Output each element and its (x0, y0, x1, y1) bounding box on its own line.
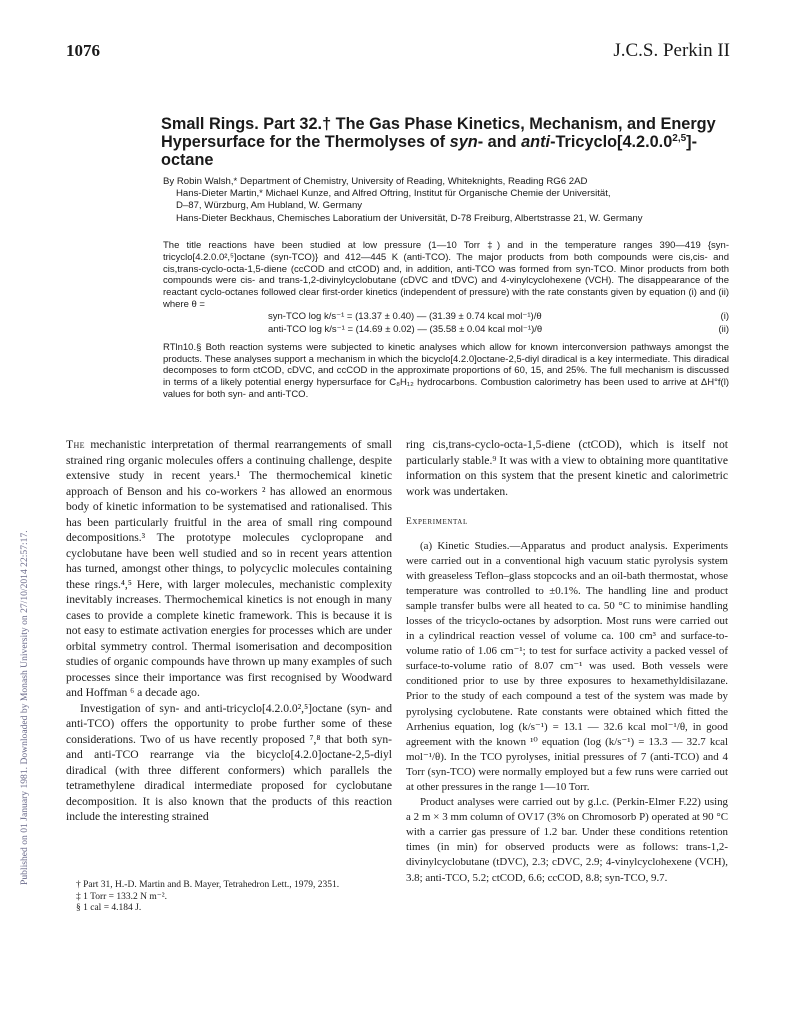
author-line: Hans-Dieter Beckhaus, Chemisches Laboratium der Universität, D-78 Freiburg, Albertstrasse 21, W. Germany (176, 212, 643, 224)
equation-ii (163, 324, 729, 337)
equation-number: (ii) (718, 323, 729, 335)
title-post: -Tricyclo[4.2.0.0 (550, 133, 673, 151)
side-note (5, 195, 30, 885)
left-column (66, 437, 392, 825)
right-column (406, 437, 728, 886)
side-note-text: Published on 01 January 1981. Downloaded by Monash University on 27/10/2014 22:57:17. (19, 530, 30, 885)
intro-paragraph (66, 437, 392, 701)
body-paragraph: Investigation of syn- and anti-tricyclo[4.2.0.0²,⁵]octane (syn- and anti-TCO) offers the opportunity to probe further some of these considerations. Two of us have recently proposed ⁷,⁸ that both syn- and anti-TCO rearrange via the bicyclo[4.2.0]octane-2,5-diyl diradical (with three different conformers) which parallels the tetramethylene diradical intermediate proposed for cyclobutane decomposition. It is also known that the products of this reaction include the interesting strained (66, 701, 392, 823)
intro-text: mechanistic interpretation of thermal rearrangements of small strained ring organic molecules offers a continuing challenge, despite extensive study in recent years.¹ The thermochemical kinetic approach of Benson and his co-workers ² has allowed an enormous body of kinetic information to be systematised and rationalised. This has been particularly fruitful in the area of small ring compound decompositions.³ The prototype molecules cyclopropane and cyclobutane have been well studied and so in recent years attention has turned, amongst other things, to polycyclic molecules containing these rings.⁴,⁵ Here, with larger molecules, mechanistic complexity inevitably increases. Thermochemical kinetics is not enough in many cases to provide a complete kinetic framework. This is because it is not easy to estimate activation energies for processes which are under orbital symmetry control. Thermal isomerisation and decomposition studies of organic compounds have thrown up many examples of such processes since their importance was first recognised by Woodward and Hoffman ⁶ a decade ago. (66, 438, 392, 699)
body-paragraph: (a) Kinetic Studies.—Apparatus and product analysis. Experiments were carried out in a conventional high vacuum static pyrolysis system with greaseless Teflon–glass stopcocks and an oil-bath thermostat, whose temperature was controlled to ±0.1%. The handling line and product sample transfer bulbs were all heated to ca. 50 °C to minimise handling losses of the tricyclo-octanes by adsorption. Most runs were carried out in a cylindrical reaction vessel of volume ca. 100 cm³ and surface-to-volume ratio of 1.06 cm⁻¹; to test for surface activity a packed vessel of surface-to-volume ratio of 8.07 cm⁻¹ was used. Both vessels were conditioned prior to use by three exposures to hexamethyldisilazane. Prior to the study of each compound a test of the system was made by pyrolysing cyclobutene. Rate constants were obtained which fitted the Arrhenius equation, log (k/s⁻¹) = 13.1 — 32.6 kcal mol⁻¹/θ, in good agreement with the known ¹⁰ equation (log (k/s⁻¹) = 13.3 — 32.7 kcal mol⁻¹/θ). In the TCO pyrolyses, initial pressures of 7 (anti-TCO) and 4 Torr (syn-TCO) were normally employed but a few runs were carried out at other pressures in the range 1—10 Torr. (406, 539, 728, 793)
title-mid: - and (477, 133, 522, 151)
footnotes (66, 880, 392, 915)
lead-word: The (66, 438, 85, 451)
author-line: By Robin Walsh,* Department of Chemistry, University of Reading, Whiteknights, Reading RG6 2AD (163, 176, 588, 187)
equation-text: syn-TCO log k/s⁻¹ = (13.37 ± 0.40) — (31.39 ± 0.74 kcal mol⁻¹)/θ (268, 310, 542, 322)
footnote: § 1 cal = 4.184 J. (76, 903, 142, 914)
footnote: † Part 31, H.-D. Martin and B. Mayer, Tetrahedron Lett., 1979, 2351. (76, 880, 340, 890)
author-line: D–87, Würzburg, Am Hubland, W. Germany (176, 200, 363, 212)
abstract (163, 240, 729, 401)
equation-number: (i) (720, 310, 729, 322)
section-heading: Experimental (406, 517, 468, 527)
article-title (161, 115, 741, 169)
equation-i (163, 311, 729, 324)
author-line: Hans-Dieter Martin,* Michael Kunze, and Alfred Oftring, Institut für Organische Chemie der Universität, (176, 188, 611, 200)
abstract-paragraph: The title reactions have been studied at low pressure (1—10 Torr ‡) and in the temperature ranges 390—419 {syn-tricyclo[4.2.0.0²,⁵]octane (syn-TCO)} and 412—445 K (anti-TCO). The major products from both compounds were cis,cis- and cis,trans-cyclo-octa-1,5-diene (ccCOD and ctCOD) and, in addition, anti-TCO was formed from syn-TCO. Minor products from both compounds were cis- and trans-1,2-divinylcyclobutane (cDVC and tDVC) and 4-vinylcyclohexene (VCH). The disappearance of the reactant cyclo-octanes followed clear first-order kinetics (independent of pressure) with the rate constants given by equation (i) and (ii) where θ = (163, 240, 729, 310)
title-end: ]-octane (161, 133, 698, 169)
title-superscript: 2,5 (672, 133, 687, 144)
title-anti: anti (521, 133, 551, 151)
title-pre: Small Rings. Part 32.† The Gas Phase Kinetics, Mechanism, and Energy Hypersurface for the Thermolyses of (161, 115, 716, 151)
equation-text: anti-TCO log k/s⁻¹ = (14.69 ± 0.02) — (35.58 ± 0.04 kcal mol⁻¹)/θ (268, 323, 543, 335)
footnote: ‡ 1 Torr = 133.2 N m⁻². (76, 891, 168, 902)
author-block (163, 176, 746, 225)
title-syn: syn (449, 133, 478, 151)
abstract-paragraph: RTln10.§ Both reaction systems were subjected to kinetic analyses which allow for known interconversion pathways amongst the products. These analyses support a mechanism in which the bicyclo[4.2.0]octane-2,5-diyl diradical is a key intermediate. This diradical decomposes to form ctCOD, cDVC, and ccCOD in the approximate proportions of 60, 15, and 25%. The full mechanism is discussed in terms of a likely potential energy hypersurface for C₈H₁₂ hydrocarbons. Combustion calorimetry has been used to arrive at ΔH°f(l) values for both syn- and anti-TCO. (163, 341, 729, 400)
page-number: 1076 (66, 41, 100, 60)
journal-name: J.C.S. Perkin II (613, 40, 730, 61)
body-paragraph: ring cis,trans-cyclo-octa-1,5-diene (ctCOD), which is itself not particularly stable.⁹ It was with a view to obtaining more quantitative information on this system that the present kinetic and calorimetric work was undertaken. (406, 438, 728, 498)
body-paragraph: Product analyses were carried out by g.l.c. (Perkin-Elmer F.22) using a 2 m × 3 mm column of OV17 (3% on Chromosorb P) operated at 90 °C with a carrier gas pressure of 1.2 bar. Under these conditions retention times (in min) for observed products were as follows: trans-1,2-divinylcyclobutane (tDVC), 2.3; cDVC, 2.9; 4-vinylcyclohexene (VCH), 3.8; anti-TCO, 5.2; ctCOD, 6.6; ccCOD, 8.8; syn-TCO, 9.7. (406, 796, 728, 884)
